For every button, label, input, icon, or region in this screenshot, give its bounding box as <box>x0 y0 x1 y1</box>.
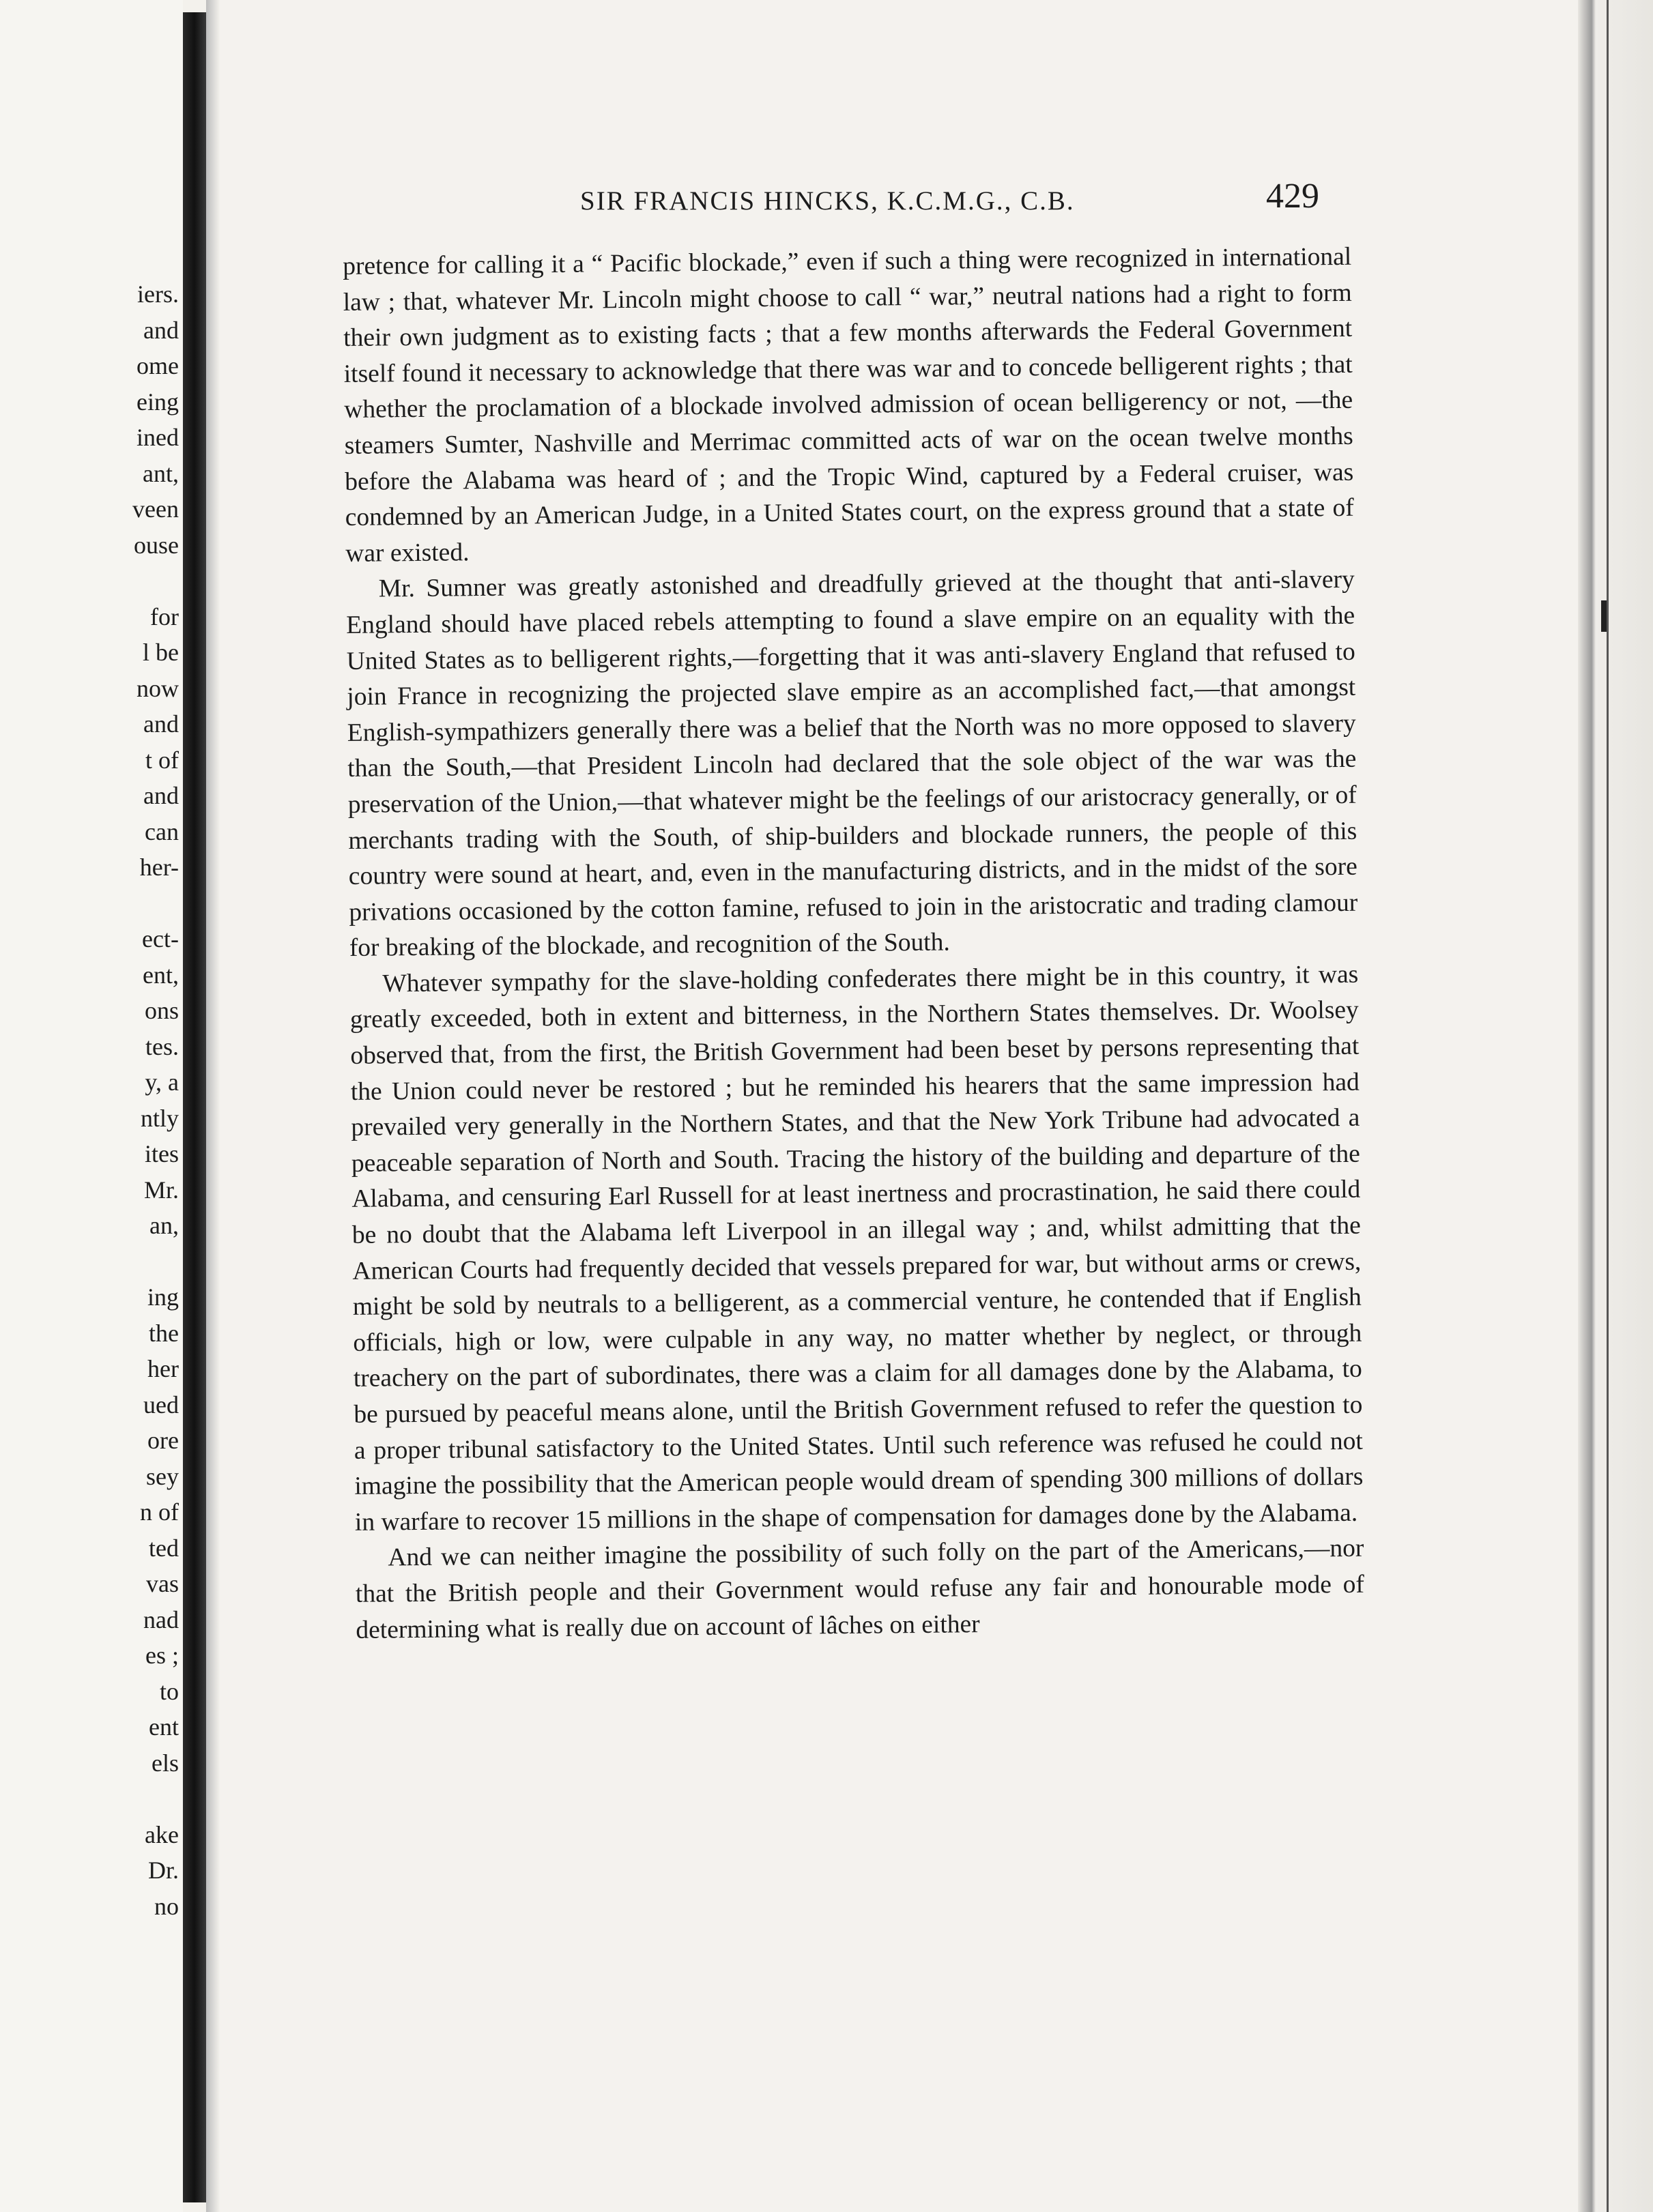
page-edge <box>1578 0 1653 2212</box>
page-number: 429 <box>1266 177 1319 216</box>
body-text <box>343 239 1365 1648</box>
facing-page-text: iers. and ome eing ined ant, veen ouse for l be now and t of and can her- ect- ent, ons tes. y, a ntly ites Mr. an, ing the her ued ore sey n of ted vas nad es ; to ent els ake Dr. no <box>132 280 179 1920</box>
facing-page <box>0 0 183 2212</box>
paragraph-4: And we can neither imagine the possibility of such folly on the part of the Americans,—nor that the British people and their Government would refuse any fair and honourable mode of determining what is really due on account of lâches on either <box>355 1534 1365 1644</box>
paragraph-1: pretence for calling it a “ Pacific blockade,” even if such a thing were recognized in international law ; that, whatever Mr. Lincoln might choose to call “ war,” neutral nations had a right to form their own judgment as to existing facts ; that a few months afterwards the Federal Government itself found it necessary to acknowledge that there was war and to concede belligerent rights ; that whether the proclamation of a blockade involved admission of ocean belligerency or not, —the steamers Sumter, Nashville and Merrimac committed acts of war on the ocean twelve months before the Alabama was heard of ; and the Tropic Wind, captured by a Federal cruiser, was condemned by an American Judge, in a United States court, on the express ground that a state of war existed. <box>343 242 1354 568</box>
running-head: SIR FRANCIS HINCKS, K.C.M.G., C.B. <box>580 186 1075 216</box>
page-edge-mark <box>1601 600 1607 632</box>
book-gutter <box>183 12 206 2202</box>
paragraph-2: Mr. Sumner was greatly astonished and dreadfully grieved at the thought that anti-slavery England should have placed rebels attempting to found a slave empire on an equality with the United States as to belligerent rights,—forgetting that it was anti-slavery England that refused to join France in recognizing the projected slave empire as an accomplished fact,—that amongst English-sympathizers generally there was a belief that the North was no more opposed to slavery than the South,—that President Lincoln had declared that the sole object of the war was the preservation of the Union,—that whatever might be the feelings of our aristocracy generally, or of merchants trading with the South, of ship-builders and blockade runners, the people of this country were sound at heart, and, even in the manufacturing districts, and in the midst of the sore privations occasioned by the cotton famine, refused to join in the aristocratic and trading clamour for breaking of the blockade, and recognition of the South. <box>346 566 1358 963</box>
page-edge-line <box>1607 0 1609 2212</box>
gutter-shadow <box>206 0 220 2212</box>
paragraph-3: Whatever sympathy for the slave-holding confederates there might be in this country, it was greatly exceeded, both in extent and bitterness, in the Northern States themselves. Dr. Woolsey observed that, from the first, the British Government had been beset by persons representing that the Union could never be restored ; but he reminded his hearers that the same impression had prevailed very generally in the Northern States, and that the New York Tribune had advocated a peaceable separation of North and South. Tracing the history of the building and departure of the Alabama, and censuring Earl Russell for at least inertness and procrastination, he said there could be no doubt that the Alabama left Liverpool in an illegal way ; and, whilst admitting that the American Courts had frequently decided that vessels prepared for war, but without arms or crews, might be sold by neutrals to a belligerent, as a commercial venture, he contended that if English officials, high or low, were culpable in any way, no matter whether by neglect, or through treachery on the part of subordinates, there was a claim for all damages done by the Alabama, to be pursued by peaceful means alone, until the British Government refused to refer the question to a proper tribunal satisfactory to the United States. Until such reference was refused he could not imagine the possibility that the American people would dream of spending 300 millions of dollars in warfare to recover 15 millions in the shape of compensation for damages done by the Alabama. <box>349 960 1364 1537</box>
